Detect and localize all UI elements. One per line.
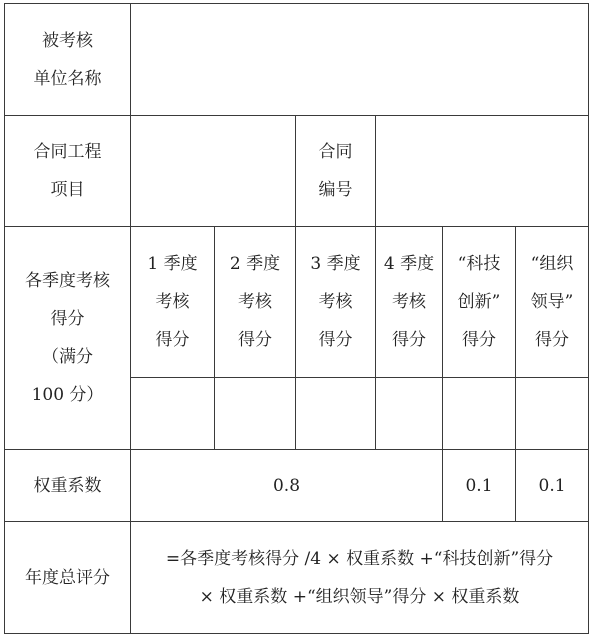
contract-no-label: 合同 编号 [296,116,376,227]
annual-row [5,522,589,634]
weight-tech-innovation: 0.1 [443,450,516,522]
annual-score-label: 年度总评分 [5,522,131,634]
evaluation-table [4,3,589,634]
formula-line-2: × 权重系数 +“组织领导”得分 × 权重系数 [199,586,520,607]
contract-row [5,116,589,227]
quarterly-header-row [5,227,589,378]
score-q1-cell[interactable] [131,378,215,450]
formula-line-1: =各季度考核得分 /4 × 权重系数 +“科技创新”得分 [165,548,554,569]
unit-name-label: 被考核 单位名称 [5,4,131,116]
score-q3-cell[interactable] [296,378,376,450]
unit-name-value-cell[interactable] [131,4,589,116]
header-q3: 3 季度 考核 得分 [296,227,376,378]
weight-label: 权重系数 [5,450,131,522]
header-org-leadership: “组织 领导” 得分 [516,227,589,378]
contract-project-label: 合同工程 项目 [5,116,131,227]
header-q4: 4 季度 考核 得分 [376,227,443,378]
header-tech-innovation: “科技 创新” 得分 [443,227,516,378]
score-tech-innovation-cell[interactable] [443,378,516,450]
score-q2-cell[interactable] [215,378,296,450]
header-q2: 2 季度 考核 得分 [215,227,296,378]
annual-formula [131,522,589,634]
weight-quarterly: 0.8 [131,450,443,522]
weight-row [5,450,589,522]
score-org-leadership-cell[interactable] [516,378,589,450]
quarterly-score-label: 各季度考核 得分 （满分 100 分） [5,227,131,450]
weight-org-leadership: 0.1 [516,450,589,522]
unit-name-row [5,4,589,116]
score-q4-cell[interactable] [376,378,443,450]
contract-no-value-cell[interactable] [376,116,589,227]
header-q1: 1 季度 考核 得分 [131,227,215,378]
contract-project-value-cell[interactable] [131,116,296,227]
